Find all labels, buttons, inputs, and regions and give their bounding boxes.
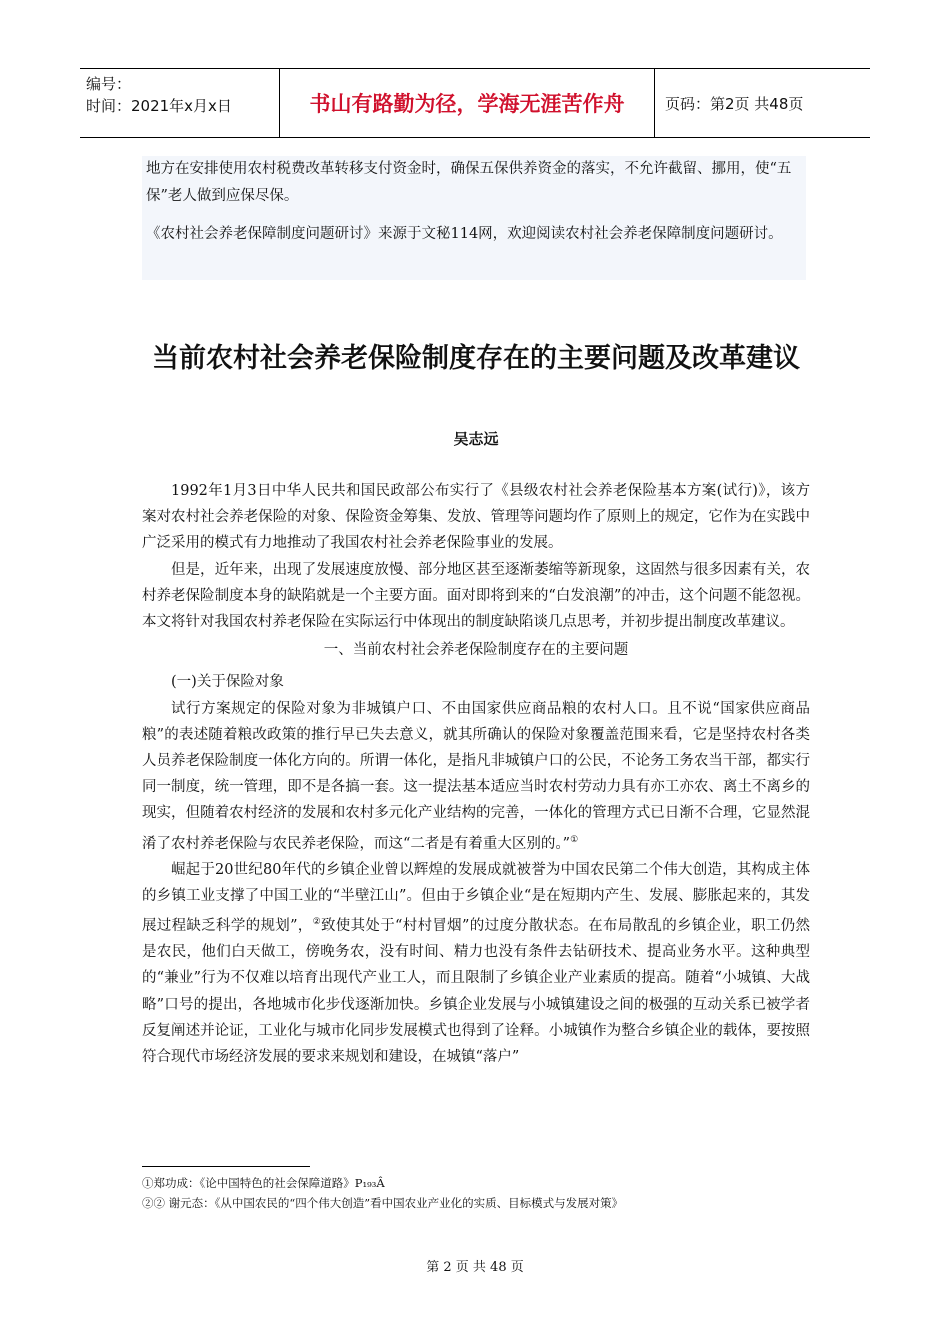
article-author: 吴志远 [453,430,499,448]
number-label: 编号： [86,75,132,93]
footnote-mark-1: ① [570,834,579,845]
intro-paragraph-2: 《农村社会养老保障制度问题研讨》来源于文秘114网，欢迎阅读农村社会养老保障制度问题研讨。 [146,226,783,242]
article-title: 当前农村社会养老保险制度存在的主要问题及改革建议 [152,343,800,374]
body-paragraph-4 [142,857,810,1070]
section-heading: 一、当前农村社会养老保险制度存在的主要问题 [323,642,629,659]
intro-block [142,156,806,280]
body-paragraph-4-text-a: 崛起于20世纪80年代的乡镇企业曾以辉煌的发展成就被誉为中国农民第二个伟大创造，其构成主体的乡镇工业支撑了中国工业的“半壁江山”。但由于乡镇企业“是在短期内产生、发展、膨胀起来的，其发展过程缺乏科学的规划”， [142,861,810,934]
article-body [142,478,810,1070]
footnote-mark-2: ② [312,917,321,928]
subsection-heading: (一)关于保险对象 [171,674,284,691]
intro-paragraph-1: 地方在安排使用农村税费改革转移支付资金时，确保五保供养资金的落实，不允许截留、挪用，使“五保”老人做到应保尽保。 [146,161,792,204]
body-paragraph-3 [142,696,810,857]
footnote-2: ②② 谢元态：《从中国农民的“四个伟大创造”看中国农业产业化的实质、目标模式与发展对策》 [142,1196,624,1210]
body-paragraph-3-text: 试行方案规定的保险对象为非城镇户口、不由国家供应商品粮的农村人口。且不说“国家供应商品粮”的表述随着粮改政策的推行早已失去意义，就其所确认的保险对象覆盖范围来看，它是坚持农村各类人员养老保险制度一体化方向的。所谓一体化，是指凡非城镇户口的公民，不论务工务农当干部，都实行同一制度，统一管理，即不是各搞一套。这一提法基本适应当时农村劳动力具有亦工亦农、离土不离乡的现实，但随着农村经济的发展和农村多元化产业结构的完善，一体化的管理方式已日渐不合理，它显然混淆了农村养老保险与农民养老保险，而这“二者是有着重大区别的。” [142,700,810,852]
page-footer: 第 2 页 共 48 页 [426,1260,524,1275]
body-paragraph-2: 但是，近年来，出现了发展速度放慢、部分地区甚至逐渐萎缩等新现象，这固然与很多因素有关，农村养老保险制度本身的缺陷就是一个主要方面。面对即将到来的“白发浪潮”的冲击，这个问题不能忽视。本文将针对我国农村养老保险在实际运行中体现出的制度缺陷谈几点思考，并初步提出制度改革建议。 [142,561,810,631]
body-paragraph-1: 1992年1月3日中华人民共和国民政部公布实行了《县级农村社会养老保险基本方案(试行)》，该方案对农村社会养老保险的对象、保险资金筹集、发放、管理等问题均作了原则上的规定，它作为在实践中广泛采用的模式有力地推动了我国农村社会养老保险事业的发展。 [142,483,810,552]
footnote-divider [142,1166,310,1167]
time-label: 时间：2021年x月x日 [86,97,232,115]
body-paragraph-4-text-b: 致使其处于“村村冒烟”的过度分散状态。在布局散乱的乡镇企业，职工仍然是农民，他们白天做工，傍晚务农，没有时间、精力也没有条件去钻研技术、提高业务水平。这种典型的“兼业”行为不仅难以培育出现代产业工人，而且限制了乡镇企业产业素质的提高。随着“小城镇、大战略”口号的提出，各地城市化步伐逐渐加快。乡镇企业发展与小城镇建设之间的极强的互动关系已被学者反复阐述并论证，工业化与城市化同步发展模式也得到了诠释。小城镇作为整合乡镇企业的载体，要按照符合现代市场经济发展的要求来规划和建设，在城镇“落户” [142,917,810,1065]
page-header [80,68,870,138]
header-meta [80,69,280,137]
footnote-1: ①郑功成：《论中国特色的社会保障道路》P₁₉₃Â [142,1176,385,1190]
header-motto: 书山有路勤为径，学海无涯苦作舟 [280,69,655,137]
header-page-info: 页码：第2页 共48页 [665,94,804,113]
